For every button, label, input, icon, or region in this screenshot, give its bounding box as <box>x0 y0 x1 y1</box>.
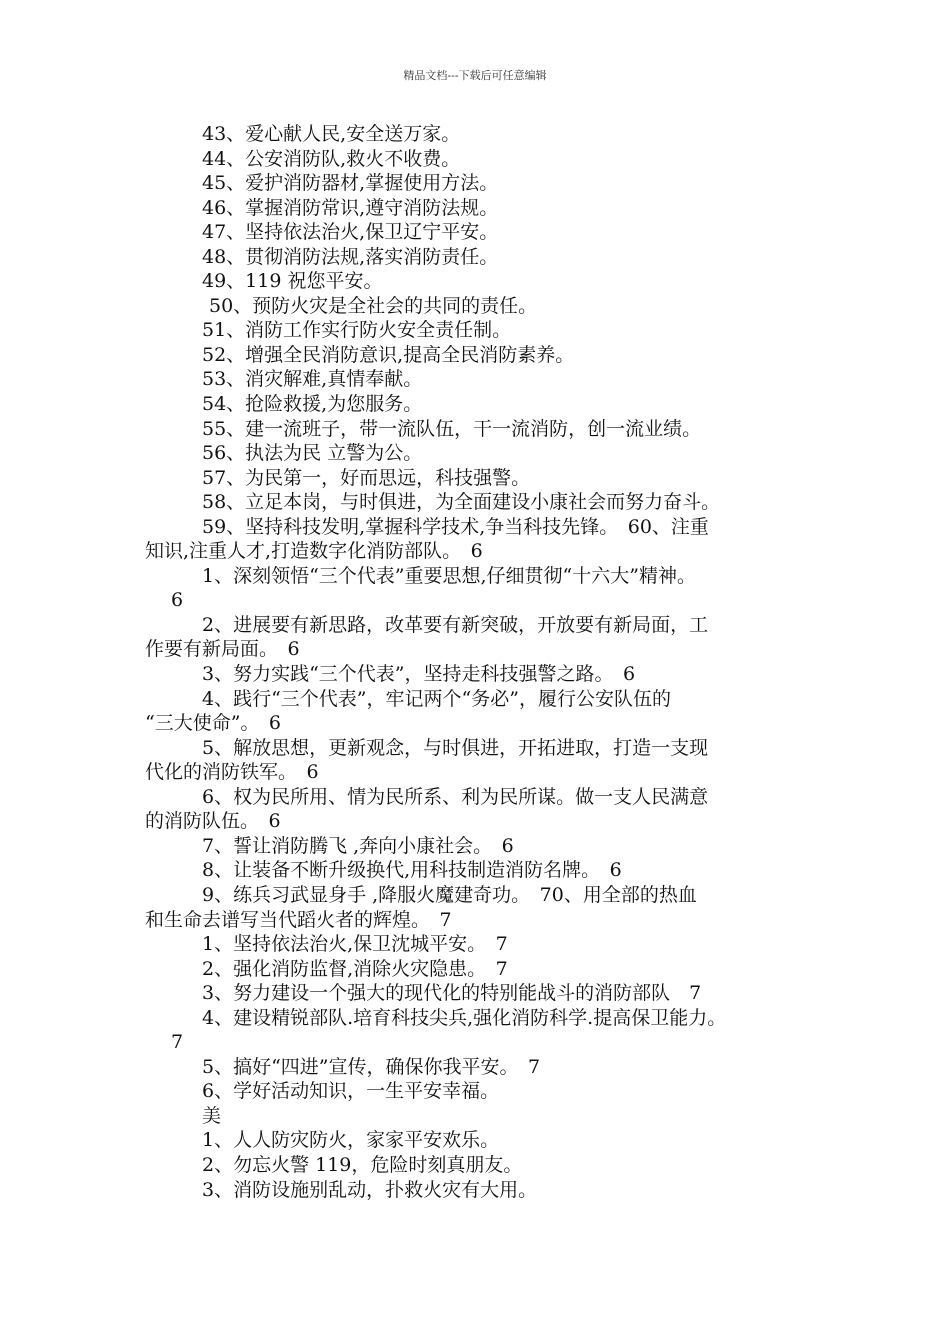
text-line: 55、建一流班子，带一流队伍，干一流消防，创一流业绩。 <box>202 417 702 440</box>
page-header: 精品文档---下载后可任意编辑 <box>403 69 547 82</box>
text-line: 44、公安消防队,救火不收费。 <box>202 147 461 170</box>
text-line: 1、坚持依法治火,保卫沈城平安。 7 <box>202 933 508 956</box>
text-line: 50、预防火灾是全社会的共同的责任。 <box>209 294 538 317</box>
text-line: 4、建设精锐部队.培育科技尖兵,强化消防科学.提高保卫能力。 <box>202 1006 727 1029</box>
text-line: 6 <box>171 589 184 612</box>
text-line: 作要有新局面。 6 <box>145 638 300 661</box>
text-line: 的消防队伍。 6 <box>145 810 281 833</box>
text-line: 43、爱心献人民,安全送万家。 <box>202 123 461 145</box>
text-line: 4、践行“三个代表”，牢记两个“务必”，履行公安队伍的 <box>202 687 671 710</box>
text-line: 6、学好活动知识，一生平安幸福。 <box>202 1080 500 1103</box>
text-line: 1、深刻领悟“三个代表”重要思想,仔细贯彻“十六大”精神。 <box>202 564 696 587</box>
text-line: 3、努力建设一个强大的现代化的特别能战斗的消防部队 7 <box>202 982 702 1005</box>
text-line: 48、贯彻消防法规,落实消防责任。 <box>202 245 499 268</box>
text-line: 49、119 祝您平安。 <box>202 270 383 293</box>
text-line: 51、消防工作实行防火安全责任制。 <box>202 319 512 342</box>
text-line: 2、强化消防监督,消除火灾隐患。 7 <box>202 957 508 980</box>
text-line: 5、解放思想，更新观念，与时俱进，开拓进取，打造一支现 <box>202 736 709 759</box>
text-line: 美 <box>202 1104 222 1127</box>
text-line: 和生命去谱写当代蹈火者的辉煌。 7 <box>145 908 452 931</box>
text-line: 5、搞好“四进”宣传，确保你我平安。 7 <box>202 1055 541 1078</box>
text-line: 6、权为民所用、情为民所系、利为民所谋。做一支人民满意 <box>202 785 709 808</box>
text-line: 7 <box>171 1031 184 1054</box>
document-body <box>145 122 810 1202</box>
text-line: 45、爱护消防器材,掌握使用方法。 <box>202 172 499 195</box>
text-line: 57、为民第一，好而思远，科技强警。 <box>202 466 531 489</box>
text-line: 3、消防设施别乱动，扑救火灾有大用。 <box>202 1178 538 1201</box>
text-line: 59、坚持科技发明,掌握科学技术,争当科技先锋。 60、注重 <box>202 515 709 538</box>
text-line: 2、勿忘火警 119，危险时刻真朋友。 <box>202 1153 523 1176</box>
text-line: 58、立足本岗，与时俱进，为全面建设小康社会而努力奋斗。 <box>202 491 721 514</box>
text-line: 代化的消防铁军。 6 <box>145 761 319 784</box>
text-line: 47、坚持依法治火,保卫辽宁平安。 <box>202 221 499 244</box>
text-line: 54、抢险救援,为您服务。 <box>202 393 423 416</box>
text-line: 46、掌握消防常识,遵守消防法规。 <box>202 196 499 219</box>
text-line: 56、执法为民 立警为公。 <box>202 442 423 465</box>
text-line: 9、练兵习武显身手 ,降服火魔建奇功。 70、用全部的热血 <box>202 883 697 906</box>
text-line: 53、消灾解难,真情奉献。 <box>202 368 423 391</box>
text-line: 7、誓让消防腾飞 ,奔向小康社会。 6 <box>202 834 514 857</box>
text-line: “三大使命”。 6 <box>145 712 282 735</box>
text-line: 2、进展要有新思路，改革要有新突破，开放要有新局面，工 <box>202 613 709 636</box>
text-line: 3、努力实践“三个代表”，坚持走科技强警之路。 6 <box>202 663 636 686</box>
text-line: 知识,注重人才,打造数字化消防部队。 6 <box>145 540 483 563</box>
text-line: 1、人人防灾防火，家家平安欢乐。 <box>202 1129 500 1152</box>
text-line: 52、增强全民消防意识,提高全民消防素养。 <box>202 343 575 366</box>
text-line: 8、让装备不断升级换代,用科技制造消防名牌。 6 <box>202 859 622 882</box>
